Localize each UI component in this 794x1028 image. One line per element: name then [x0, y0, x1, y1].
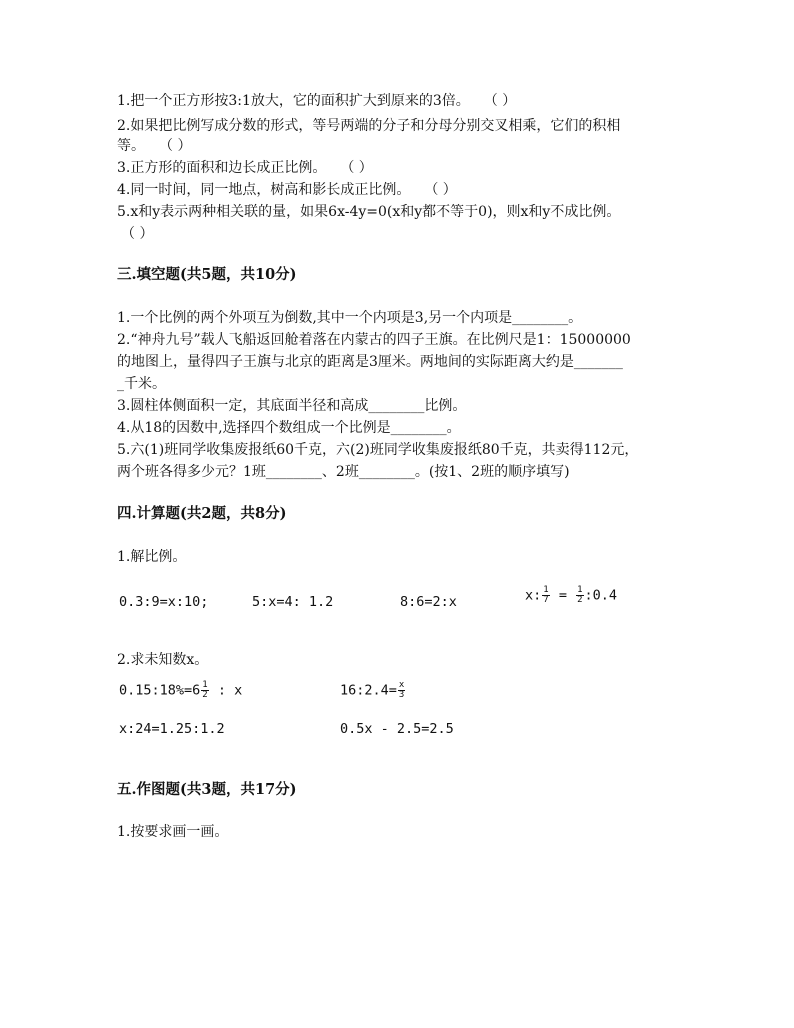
calc-q1-d-fraction-2 — [576, 586, 583, 605]
calc-q1-d-mid: = — [550, 587, 576, 604]
judge-item-2-line-1: 2.如果把比例写成分数的形式，等号两端的分子和分母分别交叉相乘，它们的积相 — [117, 118, 621, 134]
calc-q1-d-fraction-1 — [542, 586, 549, 605]
calc-heading: 四.计算题(共2题，共8分) — [117, 505, 287, 522]
fill-item-5-line-1: 5.六(1)班同学收集废报纸60千克，六(2)班同学收集废报纸80千克，共卖得112元， — [117, 442, 639, 458]
calc-q1-title: 1.解比例。 — [117, 549, 187, 565]
judge-item-2-line-2: 等。 （ ） — [117, 138, 192, 154]
fraction-denominator: 3 — [398, 690, 405, 700]
calc-q1-b: 5:x=4: 1.2 — [252, 594, 334, 610]
calc-q2-b-pre: 16:2.4= — [340, 682, 397, 699]
calc-q1-a: 0.3:9=x:10; — [119, 594, 209, 610]
fraction-denominator: 7 — [543, 595, 549, 605]
calc-q2-d: 0.5x - 2.5=2.5 — [340, 721, 454, 737]
fill-item-3: 3.圆柱体侧面积一定，其底面半径和高成________比例。 — [117, 398, 467, 414]
calc-q2-a-fraction — [201, 681, 208, 700]
calc-q2-title: 2.求未知数x。 — [117, 652, 209, 668]
fraction-numerator: 1 — [543, 585, 549, 595]
judge-item-4: 4.同一时间，同一地点，树高和影长成正比例。 （ ） — [117, 182, 457, 198]
calc-q1-d — [525, 586, 617, 605]
calc-q2-c: x:24=1.25:1.2 — [119, 721, 225, 737]
calc-q2-a — [119, 681, 242, 700]
judge-item-1: 1.把一个正方形按3:1放大，它的面积扩大到原来的3倍。 （ ） — [117, 93, 517, 109]
calc-q2-a-post: : x — [209, 682, 243, 699]
fill-item-2-line-3: _千米。 — [117, 376, 166, 392]
judge-item-5-line-1: 5.x和y表示两种相关联的量，如果6x-4y=0(x和y都不等于0)，则x和y不成比例。 — [117, 204, 621, 220]
fill-item-2-line-2: 的地图上，量得四子王旗与北京的距离是3厘米。两地间的实际距离大约是_______ — [117, 354, 623, 370]
fraction-numerator: 1 — [577, 585, 583, 595]
judge-item-3: 3.正方形的面积和边长成正比例。 （ ） — [117, 160, 373, 176]
calc-q2-a-pre: 0.15:18%=6 — [119, 682, 201, 699]
calc-q2-b-fraction — [398, 681, 405, 700]
fraction-numerator: x — [398, 680, 405, 690]
draw-heading: 五.作图题(共3题，共17分) — [117, 781, 297, 798]
fill-item-5-line-2: 两个班各得多少元？1班________、2班________。(按1、2班的顺序填写) — [117, 464, 570, 480]
fill-heading: 三.填空题(共5题，共10分) — [117, 266, 297, 283]
fraction-numerator: 1 — [202, 680, 208, 690]
draw-q1: 1.按要求画一画。 — [117, 824, 229, 840]
judge-item-5-line-2: （ ） — [121, 226, 154, 242]
fraction-denominator: 2 — [577, 595, 583, 605]
fill-item-2-line-1: 2.“神舟九号”载人飞船返回舱着落在内蒙古的四子王旗。在比例尺是1：15000000 — [117, 332, 631, 348]
fraction-denominator: 2 — [202, 690, 208, 700]
calc-q1-d-pre: x: — [525, 587, 542, 604]
fill-item-4: 4.从18的因数中,选择四个数组成一个比例是________。 — [117, 420, 461, 436]
calc-q1-d-post: :0.4 — [584, 587, 618, 604]
calc-q2-b — [340, 681, 406, 700]
calc-q1-c: 8:6=2:x — [400, 594, 457, 610]
fill-item-1: 1.一个比例的两个外项互为倒数,其中一个内项是3,另一个内项是________。 — [117, 310, 583, 326]
